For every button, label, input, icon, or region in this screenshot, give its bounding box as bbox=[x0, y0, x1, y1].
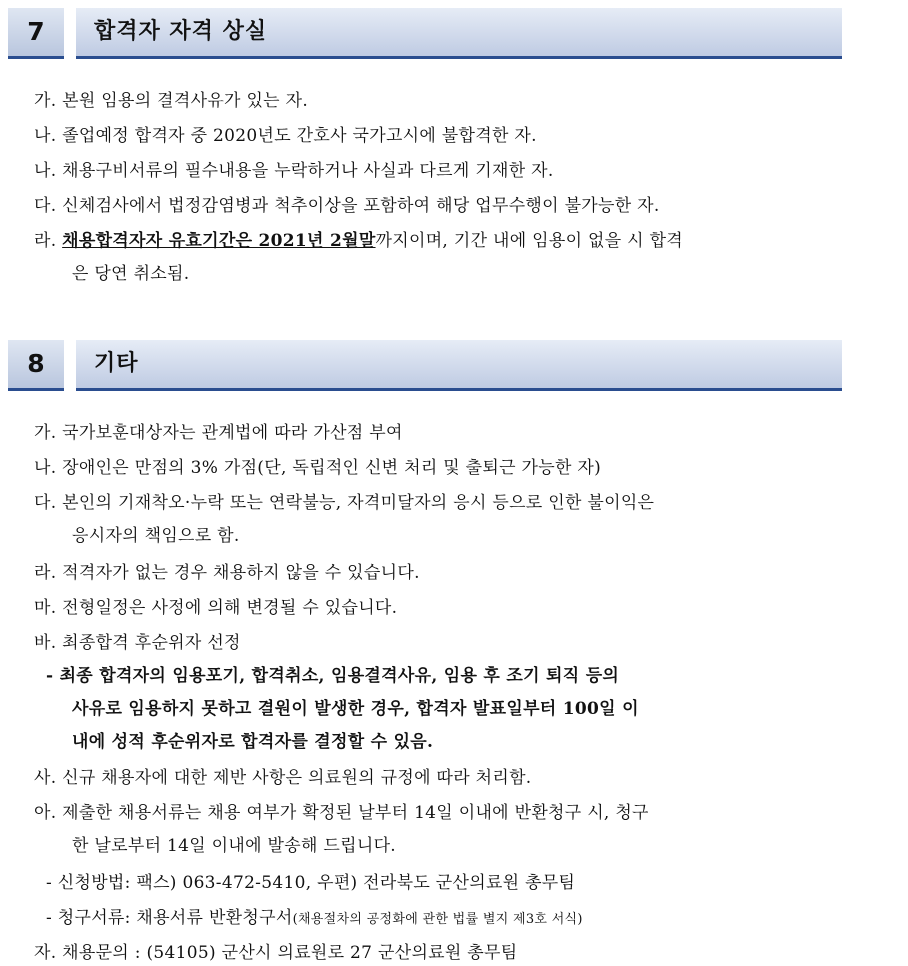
list-item-continuation: 응시자의 책임으로 함. bbox=[72, 526, 240, 546]
list-item: 다. 본인의 기재착오·누락 또는 연락불능, 자격미달자의 응시 등으로 인한 불이익은 bbox=[34, 493, 655, 513]
list-item: 라. 적격자가 없는 경우 채용하지 않을 수 있습니다. bbox=[34, 563, 420, 583]
section-number-box bbox=[8, 8, 64, 59]
section-number: 7 bbox=[27, 17, 45, 46]
sub-list-item bbox=[46, 903, 876, 928]
section-7-header bbox=[8, 8, 842, 58]
sub-list-text: - 청구서류: 채용서류 반환청구서 bbox=[46, 908, 293, 928]
list-item: 아. 제출한 채용서류는 채용 여부가 확정된 날부터 14일 이내에 반환청구 시, 청구 bbox=[34, 803, 649, 823]
section-number: 8 bbox=[27, 349, 45, 378]
sub-list-item-continuation: 내에 성적 후순위자로 합격자를 결정할 수 있음. bbox=[72, 732, 434, 752]
list-item: 바. 최종합격 후순위자 선정 bbox=[34, 633, 241, 653]
list-item: 마. 전형일정은 사정에 의해 변경될 수 있습니다. bbox=[34, 598, 398, 618]
list-item: 나. 장애인은 만점의 3% 가점(단, 독립적인 신변 처리 및 출퇴근 가능한 자) bbox=[34, 458, 602, 478]
list-prefix: 라. bbox=[34, 231, 63, 251]
section-number-box bbox=[8, 340, 64, 391]
list-item-continuation: 은 당연 취소됨. bbox=[72, 264, 190, 284]
list-item: 가. 본원 임용의 결격사유가 있는 자. bbox=[34, 91, 309, 111]
sub-list-item: - 최종 합격자의 임용포기, 합격취소, 임용결격사유, 임용 후 조기 퇴직 등의 bbox=[46, 666, 620, 686]
list-item: 사. 신규 채용자에 대한 제반 사항은 의료원의 규정에 따라 처리함. bbox=[34, 768, 532, 788]
list-item: 나. 채용구비서류의 필수내용을 누락하거나 사실과 다르게 기재한 자. bbox=[34, 161, 554, 181]
list-item bbox=[34, 226, 864, 251]
section-title: 합격자 자격 상실 bbox=[94, 19, 268, 44]
validity-period-emphasis: 채용합격자자 유효기간은 2021년 2월말 bbox=[62, 231, 376, 251]
section-title: 기타 bbox=[94, 351, 139, 376]
list-item: 가. 국가보훈대상자는 관계법에 따라 가산점 부여 bbox=[34, 423, 403, 443]
sub-list-item: - 신청방법: 팩스) 063-472-5410, 우편) 전라북도 군산의료원 총무팀 bbox=[46, 873, 576, 893]
form-reference-note: (채용절차의 공정화에 관한 법률 별지 제3호 서식) bbox=[292, 912, 583, 927]
sub-list-item-continuation: 사유로 임용하지 못하고 결원이 발생한 경우, 합격자 발표일부터 100일 이 bbox=[72, 699, 639, 719]
section-title-box bbox=[76, 8, 842, 59]
list-item: 자. 채용문의 : (54105) 군산시 의료원로 27 군산의료원 총무팀 bbox=[34, 943, 518, 963]
list-item-continuation: 한 날로부터 14일 이내에 발송해 드립니다. bbox=[72, 836, 397, 856]
section-title-box bbox=[76, 340, 842, 391]
list-text: 까지이며, 기간 내에 임용이 없을 시 합격 bbox=[375, 231, 684, 251]
list-item: 나. 졸업예정 합격자 중 2020년도 간호사 국가고시에 불합격한 자. bbox=[34, 126, 537, 146]
list-item: 다. 신체검사에서 법정감염병과 척추이상을 포함하여 해당 업무수행이 불가능한 자. bbox=[34, 196, 660, 216]
section-8-header bbox=[8, 340, 842, 390]
